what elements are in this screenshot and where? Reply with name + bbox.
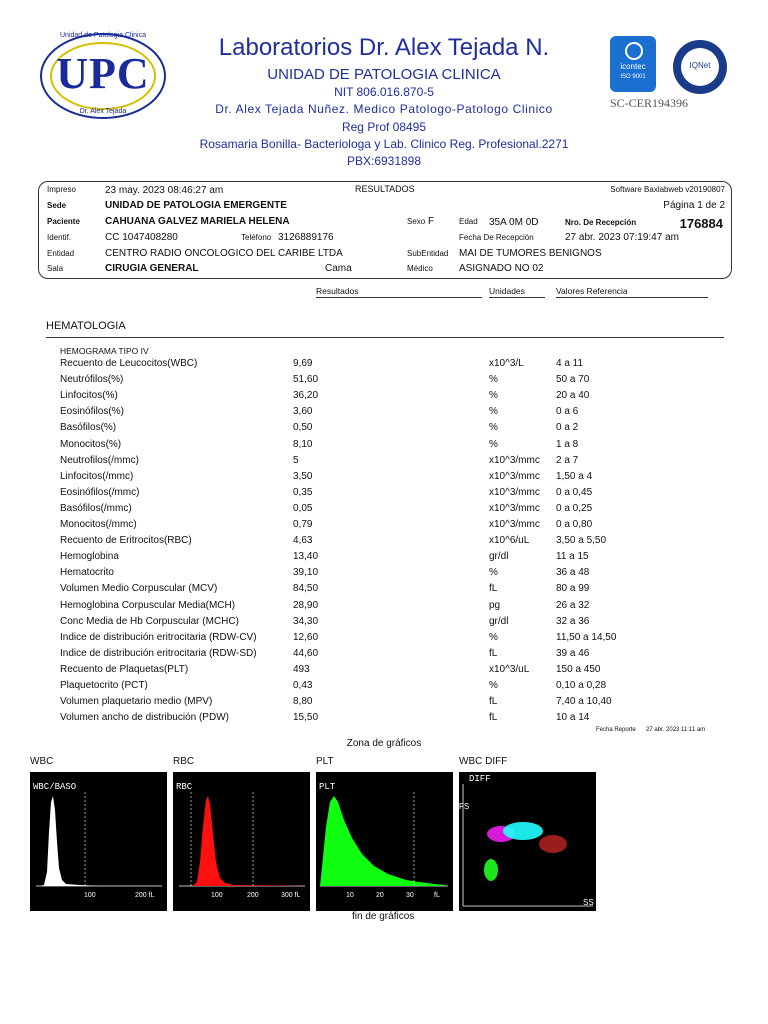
- fecha-reporte-value: 27 abr. 2023 11:11 am: [646, 727, 706, 733]
- result-unit: %: [489, 390, 498, 401]
- result-unit: x10^3/mmc: [489, 455, 540, 466]
- result-value: 13,40: [293, 551, 319, 562]
- result-name: Hemoglobina Corpuscular Media(MCH): [60, 600, 236, 611]
- result-value: 3,60: [293, 406, 313, 417]
- result-reference: 11,50 a 14,50: [556, 632, 617, 643]
- result-reference: 80 a 99: [556, 583, 590, 594]
- result-name: Indice de distribución eritrocitaria (RDW-SD): [60, 648, 257, 659]
- sede-label: Sede: [47, 201, 67, 210]
- result-unit: %: [489, 439, 498, 450]
- impreso-value: 23 may. 2023 08:46:27 am: [105, 185, 224, 196]
- result-reference: 4 a 11: [556, 358, 584, 369]
- logo-text: UPC: [56, 49, 150, 98]
- result-name: Indice de distribución eritrocitaria (RDW-CV): [60, 632, 257, 643]
- result-reference: 26 a 32: [556, 600, 590, 611]
- result-name: Volumen ancho de distribución (PDW): [60, 712, 229, 723]
- result-unit: pg: [489, 600, 501, 611]
- rbc-tick-100: 100: [211, 892, 223, 899]
- result-name: Conc Media de Hb Corpuscular (MCHC): [60, 616, 239, 627]
- column-header-rule-2: [489, 297, 545, 298]
- column-header-valores: Valores Referencia: [556, 286, 628, 296]
- result-name: Basófilos(%): [60, 422, 117, 433]
- icontec-icon: [625, 42, 643, 60]
- result-value: 39,10: [293, 567, 319, 578]
- plt-tick-20: 20: [376, 892, 384, 899]
- entidad-label: Entidad: [47, 249, 75, 258]
- result-unit: x10^3/uL: [489, 664, 530, 675]
- result-reference: 0,10 a 0,28: [556, 680, 607, 691]
- result-name: Plaquetocrito (PCT): [60, 680, 148, 691]
- nit: NIT 806.016.870-5: [334, 85, 434, 99]
- result-name: Monocitos(%): [60, 439, 122, 450]
- icontec-sub: ISO 9001: [620, 74, 646, 80]
- subentidad-value: MAI DE TUMORES BENIGNOS: [459, 248, 602, 259]
- sala-value: CIRUGIA GENERAL: [105, 263, 199, 274]
- plt-histogram: [316, 772, 453, 911]
- result-value: 51,60: [293, 374, 319, 385]
- iqnet-label: IQNet: [689, 61, 711, 70]
- icontec-label: icontec: [620, 62, 646, 71]
- nro-value: 176884: [679, 216, 723, 231]
- section-title: HEMATOLOGIA: [46, 320, 126, 332]
- diff-inner-label: DIFF: [469, 774, 491, 784]
- result-value: 84,50: [293, 583, 319, 594]
- diff-lymphocyte-cluster: [484, 859, 498, 881]
- result-name: Linfocitos(/mmc): [60, 471, 134, 482]
- result-value: 15,50: [293, 712, 319, 723]
- result-value: 9,69: [293, 358, 313, 369]
- rbc-tick-200: 200: [247, 892, 259, 899]
- result-value: 0,05: [293, 503, 313, 514]
- result-value: 34,30: [293, 616, 319, 627]
- sala-label: Sala: [47, 264, 64, 273]
- result-name: Volumen plaquetario medio (MPV): [60, 696, 213, 707]
- icontec-logo: [610, 36, 656, 92]
- result-value: 44,60: [293, 648, 319, 659]
- graphs-end: fin de gráficos: [352, 911, 415, 922]
- rbc-histogram: [173, 772, 310, 911]
- diff-eosinophil-cluster: [539, 835, 567, 853]
- plt-inner-label: PLT: [319, 782, 336, 792]
- result-value: 0,50: [293, 422, 313, 433]
- result-unit: %: [489, 374, 498, 385]
- result-name: Recuento de Eritrocitos(RBC): [60, 535, 192, 546]
- result-reference: 3,50 a 5,50: [556, 535, 607, 546]
- result-name: Basófilos(/mmc): [60, 503, 132, 514]
- lab-name: Laboratorios Dr. Alex Tejada N.: [218, 34, 550, 61]
- sexo-value: F: [428, 216, 435, 227]
- result-reference: 0 a 0,45: [556, 487, 593, 498]
- fecha-recepcion-label: Fecha De Recepción: [459, 233, 534, 242]
- entidad-value: CENTRO RADIO ONCOLOGICO DEL CARIBE LTDA: [105, 248, 343, 259]
- result-unit: x10^3/mmc: [489, 471, 540, 482]
- result-unit: x10^6/uL: [489, 535, 530, 546]
- section-rule: [46, 337, 724, 338]
- result-value: 0,35: [293, 487, 313, 498]
- result-name: Recuento de Leucocitos(WBC): [60, 358, 198, 369]
- cert-code: SC-CER194396: [610, 96, 689, 110]
- subsection-title: HEMOGRAMA TIPO IV: [60, 346, 149, 356]
- result-reference: 2 a 7: [556, 455, 579, 466]
- result-reference: 11 a 15: [556, 551, 589, 562]
- result-name: Neutrofilos(/mmc): [60, 455, 139, 466]
- result-name: Neutrófilos(%): [60, 374, 124, 385]
- result-unit: %: [489, 406, 498, 417]
- rbc-tick-300: 300 fL: [281, 892, 301, 899]
- result-reference: 36 a 48: [556, 567, 590, 578]
- result-unit: %: [489, 422, 498, 433]
- result-name: Linfocitos(%): [60, 390, 118, 401]
- reg-prof: Reg Prof 08495: [341, 120, 427, 134]
- result-unit: %: [489, 567, 498, 578]
- pbx: PBX:6931898: [346, 154, 422, 168]
- edad-value: 35A 0M 0D: [489, 217, 539, 228]
- plt-curve: [320, 796, 448, 886]
- result-value: 0,79: [293, 519, 313, 530]
- column-header-resultados: Resultados: [316, 286, 359, 296]
- column-header-unidades: Unidades: [489, 286, 525, 296]
- result-name: Eosinófilos(%): [60, 406, 124, 417]
- result-value: 12,60: [293, 632, 319, 643]
- result-reference: 7,40 a 10,40: [556, 696, 612, 707]
- paciente-value: CAHUANA GALVEZ MARIELA HELENA: [105, 216, 290, 227]
- result-value: 4,63: [293, 535, 313, 546]
- result-value: 0,43: [293, 680, 313, 691]
- fecha-recepcion-value: 27 abr. 2023 07:19:47 am: [565, 232, 679, 243]
- result-unit: x10^3/mmc: [489, 487, 540, 498]
- iqnet-logo: [673, 40, 727, 94]
- result-unit: fL: [489, 712, 498, 723]
- medico-label: Médico: [407, 264, 433, 273]
- graph-label-rbc: RBC: [173, 756, 195, 767]
- wbc-tick-200: 200 fL: [135, 892, 155, 899]
- result-name: Monocitos(/mmc): [60, 519, 137, 530]
- result-value: 493: [293, 664, 310, 675]
- resultados-title: RESULTADOS: [355, 184, 415, 194]
- diff-axis-ss: SS: [583, 898, 594, 907]
- cama-label: Cama: [325, 263, 352, 274]
- result-unit: x10^3/mmc: [489, 503, 540, 514]
- result-unit: fL: [489, 696, 498, 707]
- doctor-line: Dr. Alex Tejada Nuñez. Medico Patologo-Patologo Clinico: [215, 102, 553, 116]
- diff-neutrophil-cluster: [503, 822, 543, 840]
- paciente-label: Paciente: [47, 217, 80, 226]
- result-reference: 1,50 a 4: [556, 471, 593, 482]
- sede-value: UNIDAD DE PATOLOGIA EMERGENTE: [105, 200, 287, 211]
- result-unit: fL: [489, 583, 498, 594]
- result-value: 5: [293, 455, 299, 466]
- result-unit: gr/dl: [489, 616, 509, 627]
- result-reference: 10 a 14: [556, 712, 590, 723]
- patient-info-box: [38, 181, 732, 279]
- graphs-zone-title: Zona de gráficos: [346, 738, 422, 749]
- result-name: Hemoglobina: [60, 551, 119, 562]
- result-reference: 20 a 40: [556, 390, 590, 401]
- result-reference: 0 a 2: [556, 422, 579, 433]
- bacteriologist-line: Rosamaria Bonilla- Bacteriologa y Lab. Clinico Reg. Profesional.2271: [199, 137, 569, 151]
- result-reference: 39 a 46: [556, 648, 590, 659]
- result-value: 3,50: [293, 471, 313, 482]
- result-name: Volumen Medio Corpuscular (MCV): [60, 583, 218, 594]
- identif-value: CC 1047408280: [105, 232, 178, 243]
- column-header-rule-1: [316, 297, 482, 298]
- result-unit: gr/dl: [489, 551, 509, 562]
- identif-label: Identif.: [47, 233, 72, 242]
- result-reference: 0 a 6: [556, 406, 579, 417]
- logo-ring-top: Unidad de Patologia Clinica: [60, 32, 146, 39]
- result-unit: fL: [489, 648, 498, 659]
- plt-tick-30: 30: [406, 892, 414, 899]
- wbc-tick-100: 100: [84, 892, 96, 899]
- rbc-curve: [193, 796, 305, 886]
- wbc-diff-scatter: [459, 772, 596, 911]
- graph-label-wbc-diff: WBC DIFF: [459, 756, 508, 767]
- result-reference: 0 a 0,25: [556, 503, 593, 514]
- wbc-curve: [40, 796, 162, 886]
- result-name: Eosinófilos(/mmc): [60, 487, 140, 498]
- rbc-inner-label: RBC: [176, 782, 193, 792]
- result-reference: 150 a 450: [556, 664, 601, 675]
- sexo-label: Sexo: [407, 217, 426, 226]
- result-reference: 1 a 8: [556, 439, 579, 450]
- result-unit: %: [489, 632, 498, 643]
- result-name: Recuento de Plaquetas(PLT): [60, 664, 189, 675]
- telefono-value: 3126889176: [278, 232, 334, 243]
- result-unit: x10^3/mmc: [489, 519, 540, 530]
- plt-tick-10: 10: [346, 892, 354, 899]
- graph-label-wbc: WBC: [30, 756, 54, 767]
- subentidad-label: SubEntidad: [407, 249, 449, 258]
- logo-ring-bottom: Dr. Alex Tejada: [79, 108, 127, 115]
- result-value: 8,10: [293, 439, 313, 450]
- result-value: 28,90: [293, 600, 319, 611]
- result-reference: 32 a 36: [556, 616, 590, 627]
- graph-label-plt: PLT: [316, 756, 334, 767]
- column-header-rule-3: [556, 297, 708, 298]
- medico-value: ASIGNADO NO 02: [459, 263, 544, 274]
- impreso-label: Impreso: [47, 185, 76, 194]
- page-number: Página 1 de 2: [663, 200, 725, 211]
- result-reference: 50 a 70: [556, 374, 590, 385]
- result-name: Hematocrito: [60, 567, 114, 578]
- wbc-inner-label: WBC/BASO: [33, 782, 77, 792]
- nro-label: Nro. De Recepción: [565, 218, 637, 227]
- plt-tick-fl: fL: [434, 892, 440, 899]
- result-unit: %: [489, 680, 498, 691]
- software-version: Software Baxlabweb v20190807: [610, 185, 725, 194]
- result-value: 8,80: [293, 696, 313, 707]
- result-reference: 0 a 0,80: [556, 519, 593, 530]
- diff-axis-fs: FS: [459, 802, 470, 811]
- result-value: 36,20: [293, 390, 319, 401]
- fecha-reporte-label: Fecha Reporte: [596, 727, 636, 733]
- telefono-label: Teléfono: [241, 233, 272, 242]
- edad-label: Edad: [459, 217, 478, 226]
- unit-name: UNIDAD DE PATOLOGIA CLINICA: [267, 66, 501, 83]
- wbc-histogram: [30, 772, 167, 911]
- result-unit: x10^3/L: [489, 358, 524, 369]
